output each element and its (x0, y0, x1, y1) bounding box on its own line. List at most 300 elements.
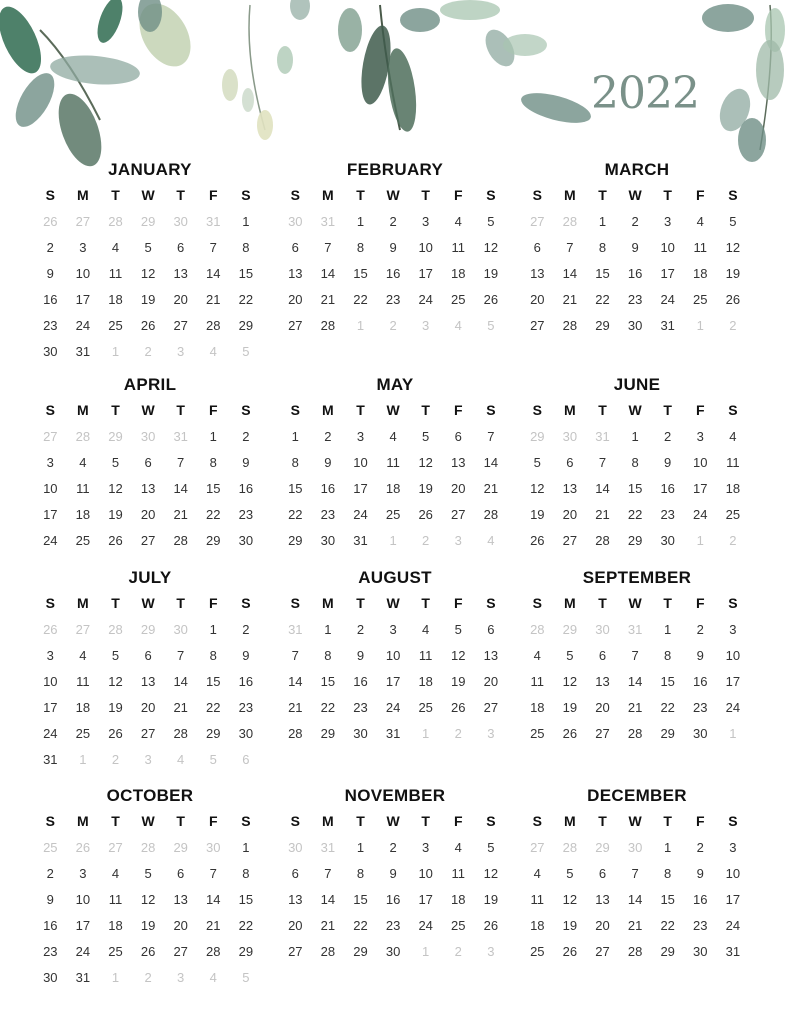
month-july (34, 566, 266, 772)
adjacent-month-day: 30 (288, 213, 303, 229)
day-cell: 11 (386, 454, 400, 470)
day-cell: 1 (291, 428, 299, 444)
week-row (279, 208, 511, 234)
day-cell: 12 (418, 454, 433, 470)
day-cell: 9 (631, 239, 639, 255)
day-cell: 4 (533, 647, 541, 663)
day-cell: 25 (451, 291, 466, 307)
adjacent-month-day: 1 (111, 343, 120, 359)
week-row (34, 834, 266, 860)
day-cell: 26 (451, 699, 466, 715)
day-cell: 10 (660, 239, 675, 255)
weekday-header (34, 397, 266, 423)
month-title: JUNE (613, 375, 661, 394)
weekday-label: S (486, 595, 496, 611)
weekday-header (279, 808, 511, 834)
day-cell: 13 (595, 673, 610, 689)
day-cell: 18 (451, 265, 466, 281)
week-row (521, 616, 753, 642)
day-cell: 29 (660, 725, 675, 741)
weekday-label: S (728, 402, 738, 418)
day-cell: 27 (140, 532, 156, 548)
week-row (279, 912, 511, 938)
day-cell: 28 (206, 943, 221, 959)
weekday-label: T (111, 187, 120, 203)
day-cell: 20 (173, 291, 188, 307)
day-cell: 3 (422, 213, 430, 229)
weekday-label: S (290, 595, 300, 611)
month-title: MARCH (604, 160, 670, 179)
weekday-label: T (356, 595, 365, 611)
adjacent-month-day: 29 (595, 839, 610, 855)
day-cell: 2 (46, 239, 54, 255)
week-row (34, 527, 266, 553)
day-cell: 11 (418, 647, 433, 663)
day-cell: 26 (483, 917, 499, 933)
week-row (521, 501, 753, 527)
day-cell: 8 (664, 865, 672, 881)
weekday-label: M (564, 187, 576, 203)
day-cell: 11 (76, 480, 90, 496)
week-row (521, 720, 753, 746)
day-cell: 15 (238, 891, 254, 907)
day-cell: 13 (595, 891, 610, 907)
day-cell: 15 (206, 480, 221, 496)
adjacent-month-day: 28 (108, 621, 123, 637)
day-cell: 23 (353, 699, 368, 715)
day-cell: 14 (320, 891, 336, 907)
day-cell: 15 (206, 673, 221, 689)
day-cell: 10 (725, 647, 741, 663)
day-cell: 5 (144, 239, 152, 255)
weekday-label: M (322, 187, 334, 203)
adjacent-month-day: 31 (173, 428, 188, 444)
adjacent-month-day: 3 (422, 317, 430, 333)
adjacent-month-day: 26 (75, 839, 91, 855)
week-row (279, 642, 511, 668)
day-cell: 8 (242, 239, 250, 255)
day-cell: 28 (288, 725, 303, 741)
adjacent-month-day: 3 (487, 725, 495, 741)
day-cell: 7 (209, 239, 217, 255)
week-row (279, 423, 511, 449)
day-cell: 15 (627, 480, 643, 496)
day-cell: 13 (173, 891, 188, 907)
weekday-label: F (208, 187, 218, 203)
weekday-label: F (208, 595, 218, 611)
week-row (521, 642, 753, 668)
day-cell: 16 (693, 673, 708, 689)
weekday-label: S (486, 402, 496, 418)
adjacent-month-day: 28 (562, 839, 578, 855)
day-cell: 19 (483, 891, 499, 907)
weekday-label: S (532, 187, 542, 203)
week-row (521, 694, 753, 720)
weekday-label: W (141, 595, 155, 611)
day-cell: 4 (422, 621, 430, 637)
weekday-label: S (486, 187, 496, 203)
day-cell: 4 (111, 865, 120, 881)
weekday-label: F (453, 595, 463, 611)
adjacent-month-day: 4 (209, 343, 217, 359)
weekday-label: S (45, 402, 55, 418)
weekday-label: W (386, 595, 400, 611)
month-february (279, 158, 511, 338)
adjacent-month-day: 2 (144, 343, 152, 359)
day-cell: 8 (664, 647, 672, 663)
weekday-label: S (45, 813, 55, 829)
day-cell: 23 (238, 506, 254, 522)
day-cell: 15 (320, 673, 336, 689)
day-cell: 30 (43, 343, 58, 359)
day-cell: 6 (598, 865, 607, 881)
month-june (521, 373, 753, 553)
month-october (34, 784, 266, 990)
weekday-label: T (598, 187, 607, 203)
day-cell: 8 (209, 647, 217, 663)
day-cell: 22 (627, 506, 643, 522)
day-cell: 14 (562, 265, 578, 281)
weekday-label: S (45, 595, 55, 611)
week-row (279, 694, 511, 720)
adjacent-month-day: 2 (454, 943, 462, 959)
day-cell: 31 (43, 751, 58, 767)
day-cell: 25 (530, 943, 545, 959)
week-row (34, 912, 266, 938)
day-cell: 6 (533, 239, 541, 255)
day-cell: 5 (487, 839, 495, 855)
day-cell: 11 (108, 265, 123, 281)
day-cell: 21 (288, 699, 303, 715)
day-cell: 27 (595, 725, 610, 741)
day-cell: 18 (75, 506, 91, 522)
day-cell: 16 (320, 480, 336, 496)
day-cell: 12 (140, 891, 156, 907)
day-cell: 24 (43, 725, 58, 741)
day-cell: 23 (693, 917, 708, 933)
week-row (34, 694, 266, 720)
day-cell: 22 (206, 699, 221, 715)
adjacent-month-day: 27 (530, 213, 545, 229)
week-row (34, 860, 266, 886)
day-cell: 11 (693, 239, 708, 255)
day-cell: 10 (43, 673, 58, 689)
day-cell: 29 (238, 317, 254, 333)
week-row (34, 286, 266, 312)
day-cell: 29 (353, 943, 368, 959)
day-cell: 8 (242, 865, 250, 881)
adjacent-month-day: 1 (389, 532, 397, 548)
day-cell: 1 (598, 213, 607, 229)
month-december (521, 784, 753, 964)
day-cell: 17 (75, 291, 91, 307)
day-cell: 19 (562, 699, 578, 715)
day-cell: 1 (631, 428, 639, 444)
day-cell: 20 (595, 917, 610, 933)
day-cell: 4 (533, 865, 541, 881)
week-row (279, 312, 511, 338)
weekday-label: S (728, 187, 738, 203)
day-cell: 27 (483, 699, 499, 715)
day-cell: 15 (660, 891, 675, 907)
week-row (279, 668, 511, 694)
day-cell: 25 (530, 725, 545, 741)
month-january (34, 158, 266, 364)
day-cell: 30 (353, 725, 368, 741)
day-cell: 17 (725, 891, 741, 907)
adjacent-month-day: 31 (206, 213, 221, 229)
weekday-label: T (176, 187, 185, 203)
adjacent-month-day: 30 (627, 839, 643, 855)
day-cell: 20 (451, 480, 466, 496)
day-cell: 16 (385, 891, 401, 907)
week-row (521, 475, 753, 501)
day-cell: 16 (353, 673, 368, 689)
day-cell: 28 (173, 725, 188, 741)
day-cell: 15 (288, 480, 303, 496)
day-cell: 30 (627, 317, 643, 333)
month-september (521, 566, 753, 746)
day-cell: 11 (726, 454, 740, 470)
weekday-header (279, 590, 511, 616)
weekday-label: T (111, 402, 120, 418)
day-cell: 20 (140, 506, 156, 522)
weekday-label: F (695, 813, 705, 829)
adjacent-month-day: 5 (209, 751, 217, 767)
weekday-label: W (141, 402, 155, 418)
week-row (34, 260, 266, 286)
weekday-label: W (386, 187, 400, 203)
weekday-label: W (628, 187, 642, 203)
day-cell: 20 (483, 673, 499, 689)
adjacent-month-day: 28 (562, 213, 578, 229)
day-cell: 13 (451, 454, 466, 470)
day-cell: 17 (43, 699, 58, 715)
day-cell: 6 (144, 647, 152, 663)
day-cell: 11 (530, 673, 545, 689)
weekday-label: T (663, 595, 672, 611)
adjacent-month-day: 1 (422, 725, 430, 741)
day-cell: 16 (627, 265, 643, 281)
day-cell: 17 (43, 506, 58, 522)
day-cell: 9 (696, 865, 704, 881)
day-cell: 7 (291, 647, 299, 663)
day-cell: 24 (43, 532, 58, 548)
day-cell: 6 (598, 647, 607, 663)
weekday-label: T (663, 813, 672, 829)
day-cell: 26 (562, 943, 578, 959)
day-cell: 4 (696, 213, 704, 229)
day-cell: 3 (696, 428, 704, 444)
week-row (279, 501, 511, 527)
weekday-label: W (628, 595, 642, 611)
day-cell: 18 (530, 917, 545, 933)
day-cell: 25 (108, 317, 123, 333)
weekday-label: S (486, 813, 496, 829)
weekday-label: T (598, 402, 607, 418)
day-cell: 20 (595, 699, 610, 715)
day-cell: 5 (566, 865, 574, 881)
day-cell: 8 (291, 454, 299, 470)
day-cell: 8 (209, 454, 217, 470)
day-cell: 23 (43, 317, 58, 333)
day-cell: 24 (75, 943, 91, 959)
day-cell: 23 (238, 699, 254, 715)
day-cell: 1 (209, 621, 217, 637)
day-cell: 6 (291, 239, 299, 255)
adjacent-month-day: 2 (111, 751, 120, 767)
day-cell: 14 (173, 480, 188, 496)
adjacent-month-day: 30 (173, 213, 188, 229)
month-april (34, 373, 266, 553)
week-row (279, 260, 511, 286)
adjacent-month-day: 3 (454, 532, 462, 548)
day-cell: 31 (385, 725, 401, 741)
weekday-label: S (728, 595, 738, 611)
weekday-label: T (176, 402, 185, 418)
day-cell: 14 (627, 673, 643, 689)
adjacent-month-day: 1 (422, 943, 430, 959)
month-title: MAY (376, 375, 414, 394)
weekday-label: W (141, 187, 155, 203)
week-row (521, 286, 753, 312)
day-cell: 7 (631, 647, 639, 663)
day-cell: 12 (140, 265, 156, 281)
day-cell: 20 (140, 699, 156, 715)
day-cell: 6 (177, 865, 185, 881)
day-cell: 10 (43, 480, 58, 496)
weekday-label: T (356, 187, 365, 203)
day-cell: 12 (725, 239, 741, 255)
day-cell: 8 (324, 647, 332, 663)
day-cell: 21 (627, 699, 643, 715)
weekday-label: F (695, 595, 705, 611)
day-cell: 29 (660, 943, 675, 959)
weekday-label: F (208, 813, 218, 829)
day-cell: 19 (108, 699, 123, 715)
day-cell: 28 (483, 506, 499, 522)
day-cell: 24 (75, 317, 91, 333)
day-cell: 7 (177, 647, 185, 663)
day-cell: 19 (451, 673, 466, 689)
day-cell: 21 (206, 291, 221, 307)
day-cell: 17 (660, 265, 675, 281)
adjacent-month-day: 4 (454, 317, 462, 333)
adjacent-month-day: 5 (242, 969, 250, 985)
day-cell: 23 (320, 506, 336, 522)
weekday-header (521, 590, 753, 616)
weekday-label: W (141, 813, 155, 829)
day-cell: 28 (595, 532, 610, 548)
day-cell: 3 (389, 621, 397, 637)
day-cell: 14 (206, 891, 221, 907)
month-march (521, 158, 753, 338)
day-cell: 14 (173, 673, 188, 689)
day-cell: 15 (238, 265, 254, 281)
day-cell: 16 (43, 291, 58, 307)
day-cell: 9 (356, 647, 365, 663)
day-cell: 16 (693, 891, 708, 907)
adjacent-month-day: 30 (595, 621, 610, 637)
day-cell: 13 (483, 647, 499, 663)
day-cell: 25 (108, 943, 123, 959)
day-cell: 17 (725, 673, 741, 689)
adjacent-month-day: 2 (144, 969, 152, 985)
weekday-label: M (564, 402, 576, 418)
day-cell: 15 (353, 891, 368, 907)
day-cell: 31 (725, 943, 741, 959)
week-row (34, 964, 266, 990)
weekday-label: T (111, 813, 120, 829)
day-cell: 25 (385, 506, 401, 522)
weekday-label: F (453, 187, 463, 203)
day-cell: 27 (288, 943, 303, 959)
day-cell: 21 (206, 917, 221, 933)
weekday-label: S (290, 187, 300, 203)
week-row (34, 208, 266, 234)
weekday-label: T (356, 402, 365, 418)
adjacent-month-day: 3 (487, 943, 495, 959)
day-cell: 5 (729, 213, 737, 229)
adjacent-month-day: 29 (530, 428, 545, 444)
day-cell: 13 (140, 673, 156, 689)
month-november (279, 784, 511, 964)
day-cell: 26 (725, 291, 741, 307)
week-row (34, 449, 266, 475)
day-cell: 21 (627, 917, 643, 933)
day-cell: 30 (385, 943, 401, 959)
week-row (521, 938, 753, 964)
day-cell: 18 (725, 480, 741, 496)
day-cell: 6 (144, 454, 152, 470)
day-cell: 21 (173, 699, 188, 715)
day-cell: 2 (242, 428, 250, 444)
weekday-label: M (77, 187, 89, 203)
day-cell: 16 (238, 480, 254, 496)
weekday-label: T (176, 595, 185, 611)
day-cell: 9 (242, 454, 250, 470)
adjacent-month-day: 28 (530, 621, 545, 637)
adjacent-month-day: 27 (75, 213, 91, 229)
day-cell: 22 (288, 506, 303, 522)
month-title: JANUARY (108, 160, 192, 179)
day-cell: 7 (631, 865, 639, 881)
day-cell: 4 (79, 647, 87, 663)
month-title: OCTOBER (106, 786, 194, 805)
adjacent-month-day: 1 (79, 751, 87, 767)
day-cell: 6 (487, 621, 495, 637)
adjacent-month-day: 27 (530, 839, 545, 855)
weekday-label: S (290, 813, 300, 829)
day-cell: 17 (418, 265, 433, 281)
day-cell: 14 (595, 480, 610, 496)
weekday-label: S (532, 595, 542, 611)
day-cell: 2 (242, 621, 250, 637)
day-cell: 21 (320, 291, 336, 307)
day-cell: 19 (140, 917, 156, 933)
day-cell: 30 (693, 725, 708, 741)
day-cell: 18 (530, 699, 545, 715)
day-cell: 20 (530, 291, 545, 307)
day-cell: 12 (562, 891, 578, 907)
day-cell: 12 (108, 673, 123, 689)
weekday-label: M (564, 595, 576, 611)
day-cell: 25 (693, 291, 708, 307)
day-cell: 2 (389, 213, 397, 229)
week-row (521, 527, 753, 553)
day-cell: 16 (660, 480, 675, 496)
week-row (521, 834, 753, 860)
